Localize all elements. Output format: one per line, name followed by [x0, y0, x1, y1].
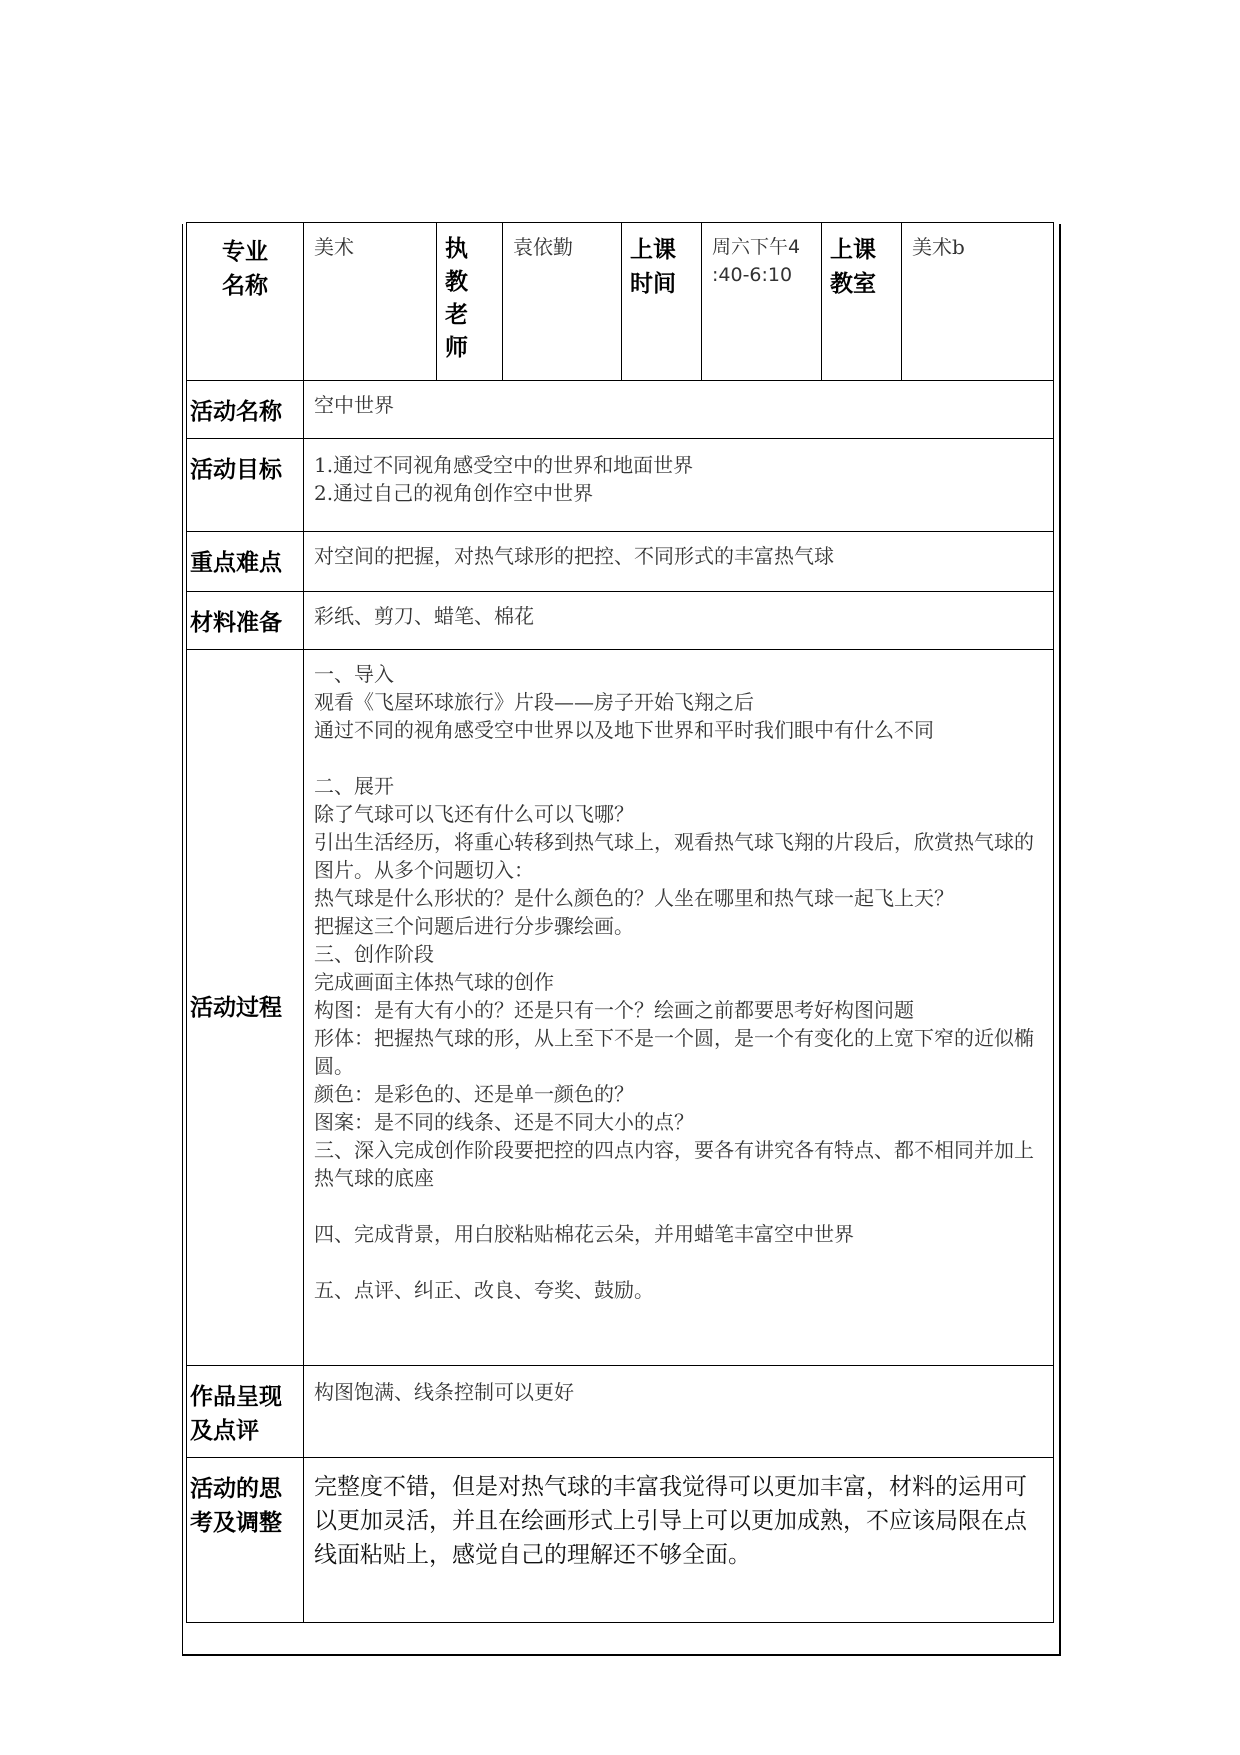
teacher-label-char-3: 老 — [445, 302, 468, 328]
room-value: 美术b — [902, 223, 1054, 381]
process-line: 把握这三个问题后进行分步骤绘画。 — [314, 914, 634, 938]
process-blank-line — [314, 744, 1043, 772]
process-blank-line — [314, 1248, 1043, 1276]
process-line: 观看《飞屋环球旅行》片段——房子开始飞翔之后 — [314, 690, 754, 714]
teacher-label — [437, 223, 503, 381]
process-line: 颜色：是彩色的、还是单一颜色的？ — [314, 1082, 634, 1106]
process-line: 五、点评、纠正、改良、夸奖、鼓励。 — [314, 1278, 654, 1302]
activity-name-row — [187, 381, 1054, 439]
teacher-label-char-2: 教 — [445, 269, 468, 295]
teacher-label-char-1: 执 — [445, 236, 468, 262]
time-label — [622, 223, 702, 381]
work-review-label: 作品呈现 及点评 — [187, 1366, 304, 1458]
materials-row — [187, 592, 1054, 650]
process-line: 图案：是不同的线条、还是不同大小的点？ — [314, 1110, 694, 1134]
activity-goal-line-1: 1.通过不同视角感受空中的世界和地面世界 — [314, 453, 694, 477]
process-line: 引出生活经历，将重心转移到热气球上，观看热气球飞翔的片段后，欣赏热气球的图片。从多个问题切入： — [314, 830, 1034, 882]
process-line: 构图：是有大有小的？还是只有一个？绘画之前都要思考好构图问题 — [314, 998, 914, 1022]
process-line: 二、展开 — [314, 774, 394, 798]
time-value-line1: 周六下午4 — [712, 236, 801, 258]
room-label-text: 上课 教室 — [830, 237, 876, 297]
process-line: 三、深入完成创作阶段要把控的四点内容，要各有讲究各有特点、都不相同并加上热气球的底座 — [314, 1138, 1034, 1190]
activity-name-label: 活动名称 — [187, 381, 304, 439]
process-line: 热气球是什么形状的？是什么颜色的？人坐在哪里和热气球一起飞上天？ — [314, 886, 954, 910]
activity-goal-row — [187, 439, 1054, 532]
header-row — [187, 223, 1054, 381]
major-label — [187, 223, 304, 381]
activity-goal-line-2: 2.通过自己的视角创作空中世界 — [314, 481, 594, 505]
lesson-record-table — [186, 222, 1054, 1623]
key-points-label: 重点难点 — [187, 532, 304, 592]
process-line: 形体：把握热气球的形，从上至下不是一个圆，是一个有变化的上宽下窄的近似椭圆。 — [314, 1026, 1034, 1078]
process-line: 一、导入 — [314, 662, 394, 686]
process-line: 通过不同的视角感受空中世界以及地下世界和平时我们眼中有什么不同 — [314, 718, 934, 742]
major-value: 美术 — [304, 223, 437, 381]
key-points-row — [187, 532, 1054, 592]
process-line: 完成画面主体热气球的创作 — [314, 970, 554, 994]
work-review-value: 构图饱满、线条控制可以更好 — [304, 1366, 1054, 1458]
materials-value: 彩纸、剪刀、蜡笔、棉花 — [304, 592, 1054, 650]
key-points-value: 对空间的把握，对热气球形的把控、不同形式的丰富热气球 — [304, 532, 1054, 592]
time-label-text: 上课 时间 — [630, 237, 676, 297]
reflection-label: 活动的思 考及调整 — [187, 1458, 304, 1623]
process-line: 除了气球可以飞还有什么可以飞哪？ — [314, 802, 634, 826]
activity-name-value: 空中世界 — [304, 381, 1054, 439]
room-label — [822, 223, 902, 381]
teacher-label-char-4: 师 — [445, 335, 468, 361]
reflection-row — [187, 1458, 1054, 1623]
work-review-row — [187, 1366, 1054, 1458]
time-value-line2: :40-6:10 — [712, 264, 793, 286]
process-line: 四、完成背景，用白胶粘贴棉花云朵，并用蜡笔丰富空中世界 — [314, 1222, 854, 1246]
process-label: 活动过程 — [187, 650, 304, 1366]
process-line: 三、创作阶段 — [314, 942, 434, 966]
activity-goal-label: 活动目标 — [187, 439, 304, 532]
process-content — [304, 650, 1054, 1366]
activity-goal-value — [304, 439, 1054, 532]
reflection-value: 完整度不错，但是对热气球的丰富我觉得可以更加丰富，材料的运用可以更加灵活，并且在绘画形式上引导上可以更加成熟，不应该局限在点线面粘贴上，感觉自己的理解还不够全面。 — [304, 1458, 1054, 1623]
materials-label: 材料准备 — [187, 592, 304, 650]
major-label-text: 专业 名称 — [222, 239, 268, 299]
teacher-value: 袁依勤 — [503, 223, 622, 381]
process-row — [187, 650, 1054, 1366]
time-value — [702, 223, 822, 381]
teacher-label-chars — [437, 223, 502, 365]
process-blank-line — [314, 1192, 1043, 1220]
